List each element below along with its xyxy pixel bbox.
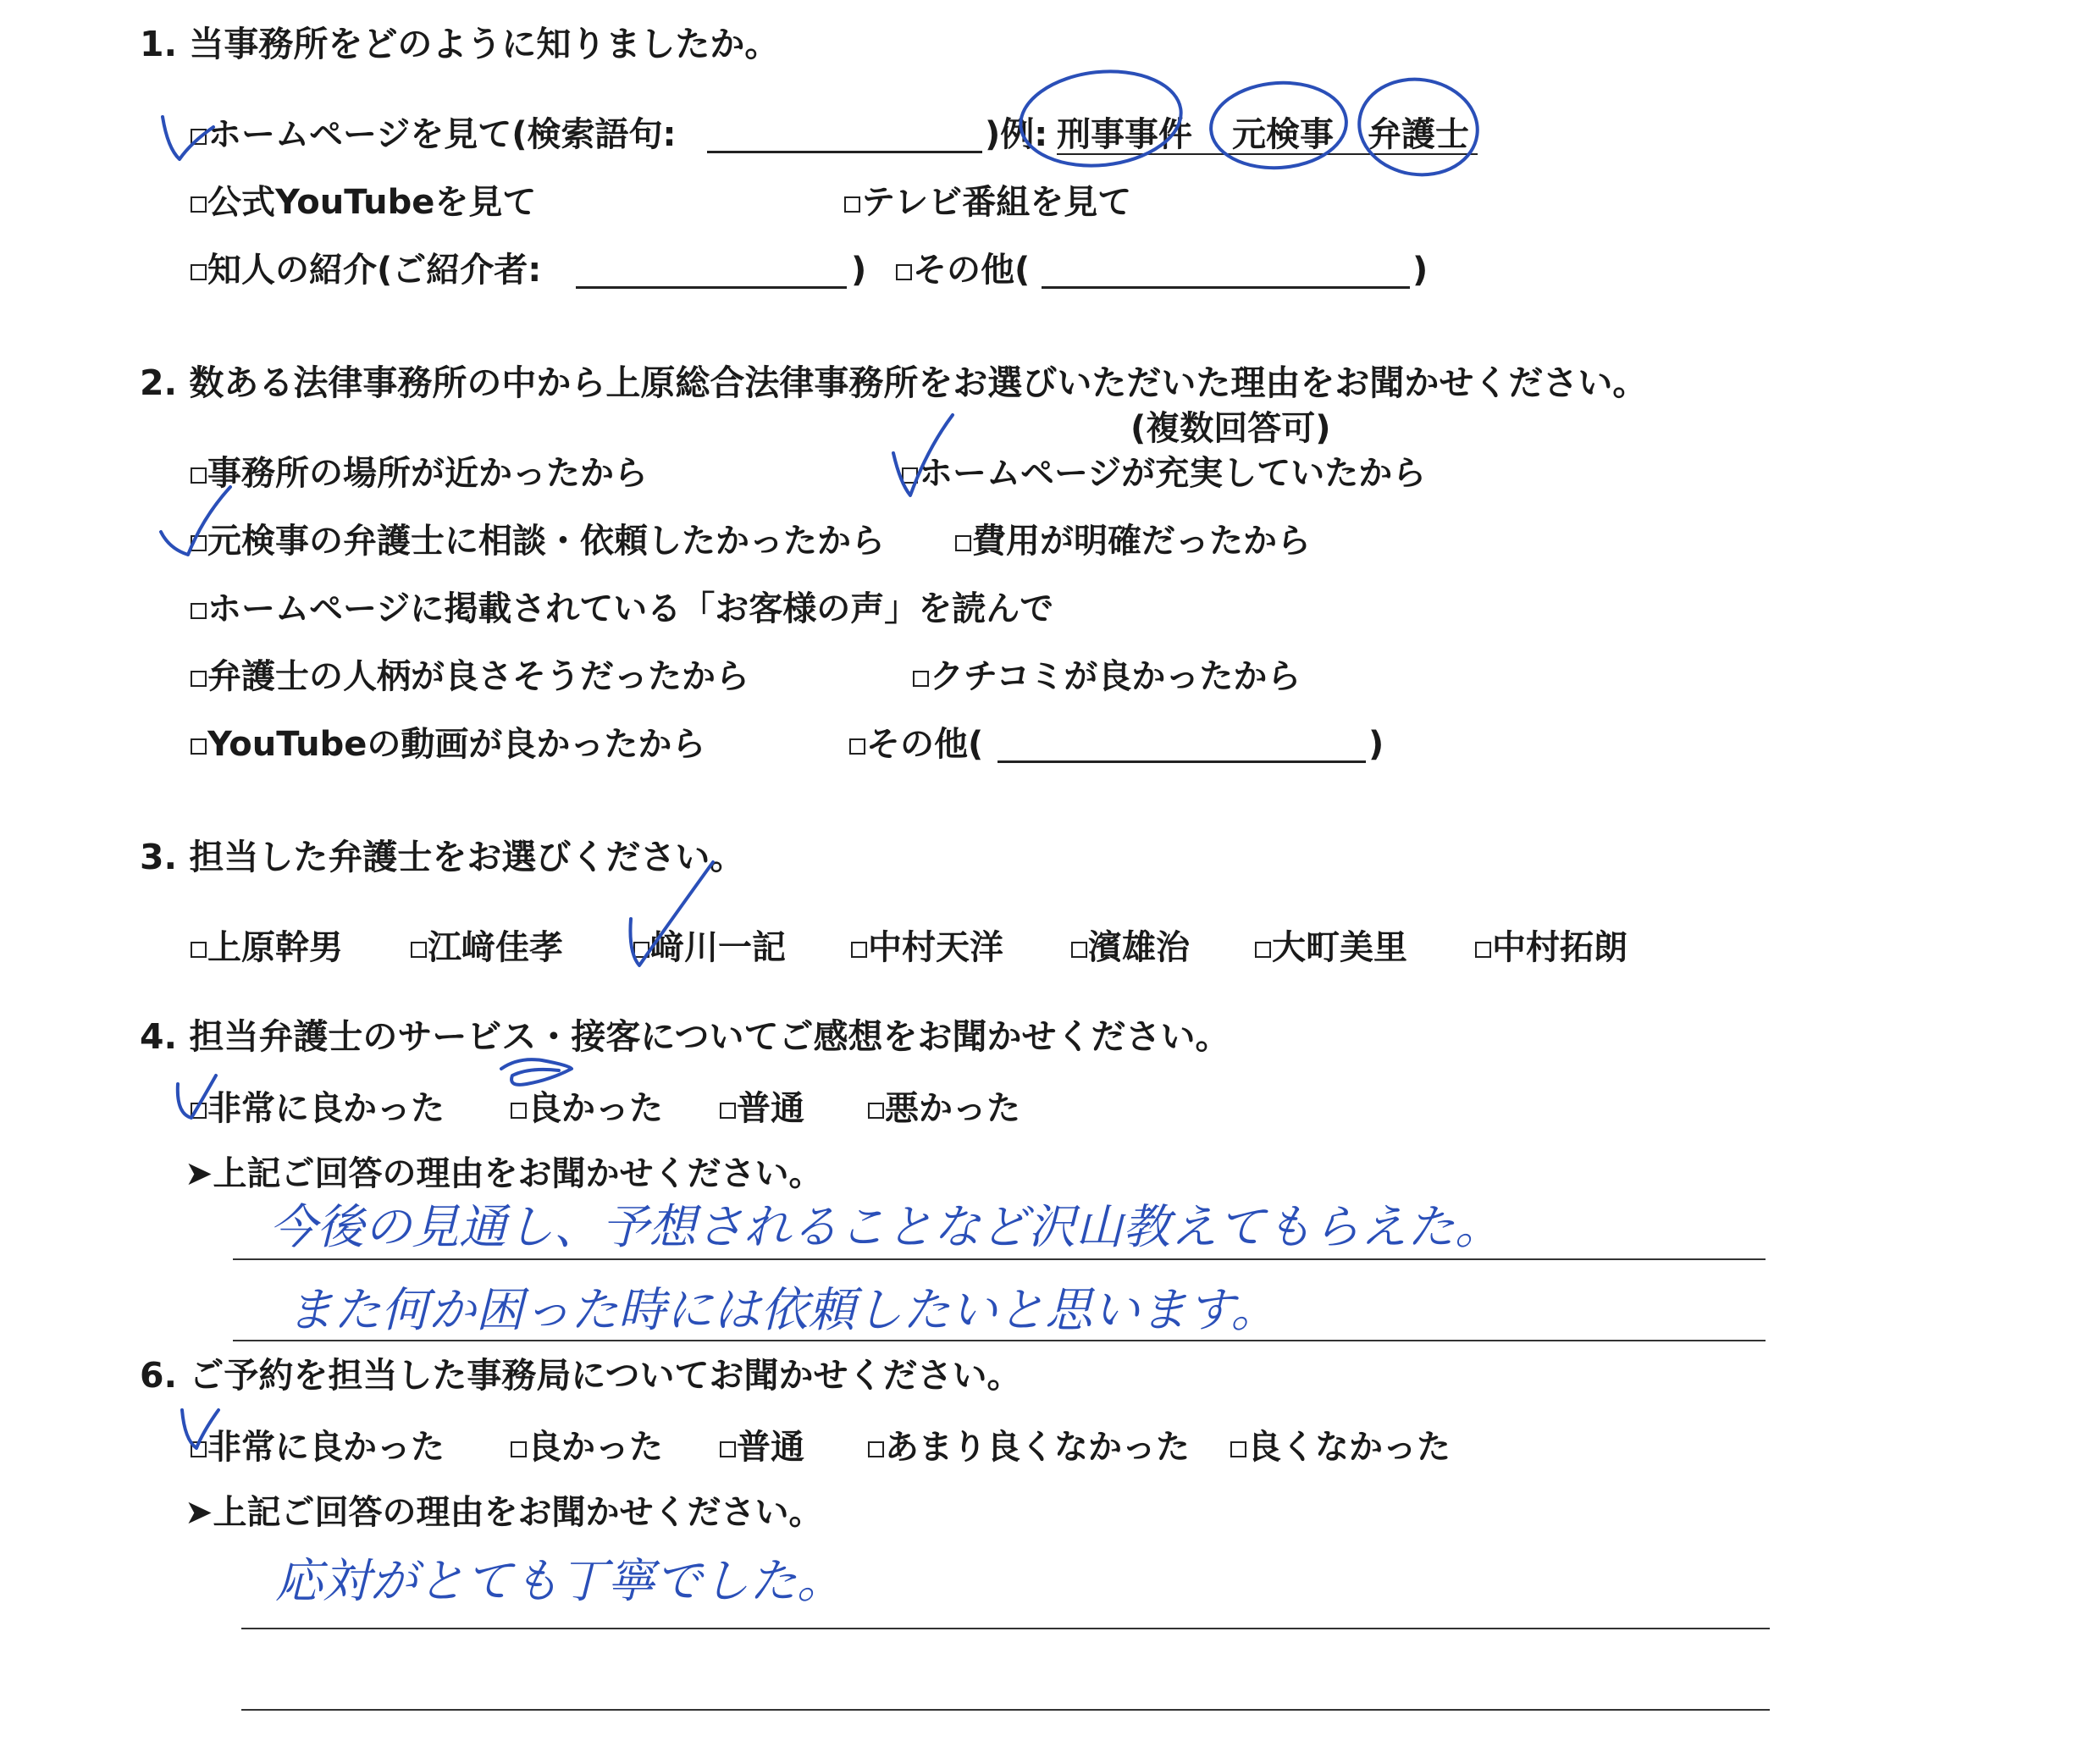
q3-lawyer-checkbox[interactable] [1071, 942, 1087, 958]
q4-answer-rule [233, 1258, 1766, 1260]
q3-lawyer-checkbox[interactable] [851, 942, 867, 958]
q2-homepage-label: ホームページが充実していたから [919, 454, 1427, 493]
q6-option-label: 良かった [528, 1428, 663, 1467]
q2-near-label: 事務所の場所が近かったから [207, 454, 648, 493]
q4-option-checkbox[interactable] [720, 1103, 736, 1119]
q4-option-checkbox[interactable] [511, 1103, 527, 1119]
q6-option-checkbox[interactable] [868, 1441, 884, 1457]
q6-answer-line1: 応対がとても丁寧でした。 [275, 1554, 844, 1609]
q2-other-checkbox[interactable] [849, 738, 865, 755]
scribble-mark-icon [501, 1059, 572, 1085]
q3-lawyer-checkbox[interactable] [411, 942, 427, 958]
q3-lawyer-checkbox[interactable] [1475, 942, 1491, 958]
q2-fee-checkbox[interactable] [955, 535, 971, 551]
q1-other-close: ) [1412, 251, 1429, 290]
q2-other-close: ) [1368, 725, 1384, 764]
q4-option-checkbox[interactable] [191, 1103, 207, 1119]
q2-youtube-checkbox[interactable] [191, 738, 207, 755]
q1-youtube-checkbox[interactable] [191, 196, 207, 213]
q1-tv-label: テレビ番組を見て [861, 183, 1132, 222]
q4-option-checkbox[interactable] [868, 1103, 884, 1119]
q6-option-checkbox[interactable] [191, 1441, 207, 1457]
q2-reviews-checkbox[interactable] [913, 671, 929, 687]
q4-option-label: 非常に良かった [207, 1089, 445, 1128]
q6-title: 6. ご予約を担当した事務局についてお聞かせください。 [140, 1355, 1022, 1396]
q3-lawyer-checkbox[interactable] [191, 942, 207, 958]
q4-option-label: 普通 [737, 1089, 804, 1128]
q6-option-label: 非常に良かった [207, 1428, 445, 1467]
q4-option-label: 良かった [528, 1089, 663, 1128]
q1-title: 1. 当事務所をどのように知りましたか。 [140, 24, 780, 64]
q6-option-checkbox[interactable] [720, 1441, 736, 1457]
q2-former-prosecutor-label: 元検事の弁護士に相談・依頼したかったから [207, 522, 885, 561]
q2-character-label: 弁護士の人柄が良さそうだったから [207, 657, 749, 696]
q1-other-blank[interactable] [1042, 286, 1410, 289]
q2-near-checkbox[interactable] [191, 467, 207, 484]
q2-voice-label: ホームページに掲載されている「お客様の声」を読んで [207, 589, 1054, 628]
q2-voice-checkbox[interactable] [191, 603, 207, 619]
q4-option-label: 悪かった [885, 1089, 1020, 1128]
q1-referral-checkbox[interactable] [191, 264, 207, 280]
q3-lawyer-label: 大町美里 [1272, 928, 1407, 967]
q2-fee-label: 費用が明確だったから [972, 522, 1311, 561]
q3-lawyer-checkbox[interactable] [1255, 942, 1271, 958]
q6-answer-rule [241, 1628, 1770, 1629]
q1-referral-label: 知人の紹介(ご紹介者: [207, 251, 542, 290]
q1-homepage-label: ホームページを見て(検索語句: [207, 115, 677, 154]
q1-example-criminal: 刑事事件 [1057, 115, 1192, 154]
q3-lawyer-label: 中村天洋 [868, 928, 1003, 967]
q4-reason-prompt: ➤上記ご回答の理由をお聞かせください。 [185, 1154, 823, 1193]
q1-other-checkbox[interactable] [896, 264, 912, 280]
q1-youtube-label: 公式YouTubeを見て [207, 183, 537, 222]
q1-search-term-blank[interactable] [707, 151, 982, 153]
q2-other-blank[interactable] [998, 760, 1366, 763]
q3-lawyer-label: 上原幹男 [207, 928, 343, 967]
q3-lawyer-checkbox[interactable] [633, 942, 649, 958]
q2-youtube-label: YouTubeの動画が良かったから [207, 725, 706, 764]
q1-tv-checkbox[interactable] [844, 196, 860, 213]
q1-example-lawyer: 弁護士 [1368, 115, 1469, 154]
q6-option-checkbox[interactable] [511, 1441, 527, 1457]
q6-option-checkbox[interactable] [1230, 1441, 1246, 1457]
q3-lawyer-label: 濱雄治 [1088, 928, 1190, 967]
q6-option-label: あまり良くなかった [885, 1428, 1190, 1467]
q1-referrer-blank[interactable] [576, 286, 847, 289]
q3-lawyer-label: 﨑川一記 [650, 928, 786, 967]
q1-referral-close: ) [851, 251, 867, 290]
q4-answer-rule [233, 1340, 1766, 1341]
q1-example-former-prosecutor: 元検事 [1232, 115, 1334, 154]
q2-reviews-label: クチコミが良かったから [930, 657, 1301, 696]
q6-reason-prompt: ➤上記ご回答の理由をお聞かせください。 [185, 1493, 823, 1532]
q3-title: 3. 担当した弁護士をお選びください。 [140, 837, 745, 877]
q1-other-label: その他( [913, 251, 1031, 290]
q6-option-label: 良くなかった [1247, 1428, 1451, 1467]
q6-option-label: 普通 [737, 1428, 804, 1467]
q4-answer-line2: また何か困った時には依頼したいと思います。 [286, 1283, 1279, 1338]
q4-title: 4. 担当弁護士のサービス・接客についてご感想をお聞かせください。 [140, 1016, 1230, 1057]
q4-answer-line1: 今後の見通し、予想されることなど沢山教えてもらえた。 [269, 1200, 1502, 1255]
q2-note: (複数回答可) [1130, 409, 1331, 448]
q2-former-prosecutor-checkbox[interactable] [191, 535, 207, 551]
q3-lawyer-label: 中村拓朗 [1492, 928, 1628, 967]
q2-character-checkbox[interactable] [191, 671, 207, 687]
q3-lawyer-label: 江﨑佳孝 [428, 928, 563, 967]
q2-other-label: その他( [866, 725, 984, 764]
q2-homepage-checkbox[interactable] [902, 467, 918, 484]
q6-answer-rule [241, 1709, 1770, 1711]
q1-homepage-close: )例: [985, 115, 1048, 154]
q2-title: 2. 数ある法律事務所の中から上原総合法律事務所をお選びいただいた理由をお聞かせください。 [140, 362, 1648, 403]
q1-examples-underline [1057, 153, 1478, 155]
q1-homepage-checkbox[interactable] [191, 129, 207, 145]
